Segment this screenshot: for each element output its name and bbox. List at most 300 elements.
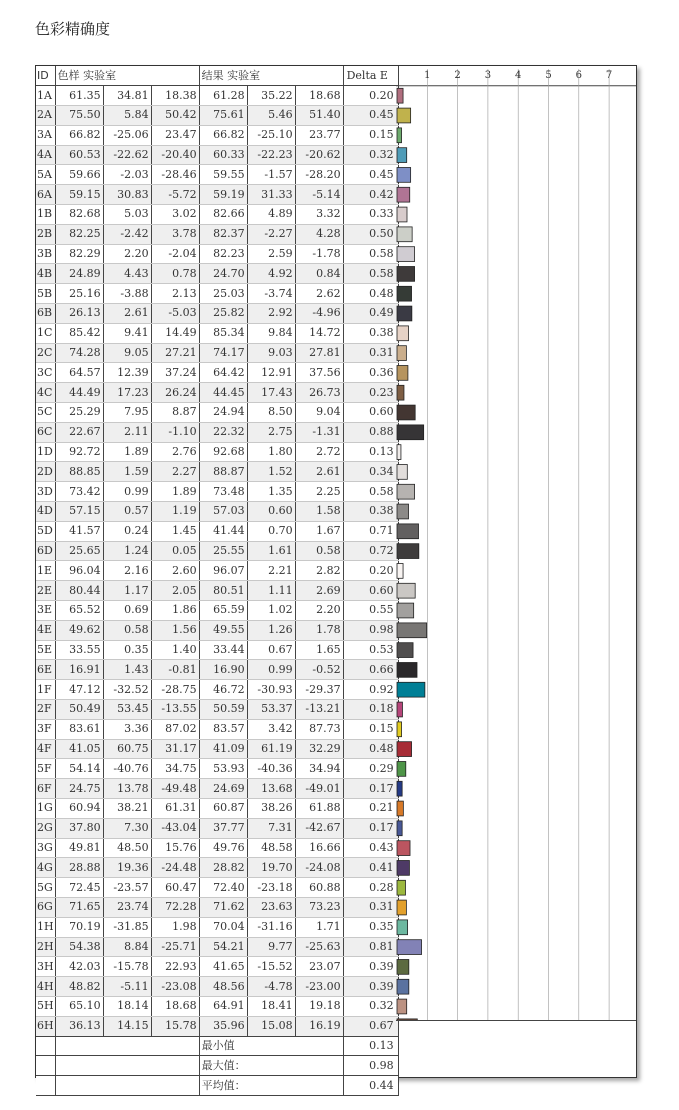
sample-lab-value: -24.48: [151, 858, 199, 878]
summary-blank-cell: [36, 1076, 55, 1096]
result-lab-value: -2.27: [247, 224, 295, 244]
result-lab-value: -15.52: [247, 957, 295, 977]
delta-e-bar: [397, 564, 403, 579]
delta-e-value: 0.17: [343, 779, 398, 799]
result-lab-value: 33.44: [199, 640, 247, 660]
sample-lab-value: 23.47: [151, 125, 199, 145]
sample-lab-value: 85.42: [55, 323, 103, 343]
sample-lab-value: 34.75: [151, 759, 199, 779]
patch-id: 4G: [36, 858, 55, 878]
result-lab-value: 2.20: [295, 601, 343, 621]
result-lab-value: -3.74: [247, 284, 295, 304]
sample-lab-value: -25.06: [103, 125, 151, 145]
result-lab-value: 15.08: [247, 1016, 295, 1036]
table-row: [36, 205, 398, 225]
result-lab-value: 85.34: [199, 323, 247, 343]
table-header-row: [36, 66, 398, 86]
delta-e-chart: [396, 66, 636, 1021]
sample-lab-value: 1.59: [103, 462, 151, 482]
sample-lab-value: 2.20: [103, 244, 151, 264]
patch-id: 2D: [36, 462, 55, 482]
sample-lab-value: 14.15: [103, 1016, 151, 1036]
result-lab-value: 0.67: [247, 640, 295, 660]
result-lab-value: 61.88: [295, 798, 343, 818]
result-lab-value: 25.82: [199, 304, 247, 324]
sample-lab-value: 8.87: [151, 403, 199, 423]
sample-lab-value: -5.72: [151, 185, 199, 205]
delta-e-value: 0.34: [343, 462, 398, 482]
table-row: [36, 363, 398, 383]
result-lab-value: 13.68: [247, 779, 295, 799]
sample-lab-value: 80.44: [55, 581, 103, 601]
sample-lab-value: 16.91: [55, 660, 103, 680]
result-lab-value: 4.92: [247, 264, 295, 284]
result-lab-value: 64.42: [199, 363, 247, 383]
table-row: [36, 957, 398, 977]
sample-lab-value: 48.82: [55, 977, 103, 997]
sample-lab-value: 13.78: [103, 779, 151, 799]
result-lab-value: 61.28: [199, 86, 247, 106]
table-row: [36, 383, 398, 403]
delta-e-bar: [397, 425, 424, 440]
summary-blank-cell: [55, 1036, 199, 1056]
summary-label: 最大值：: [199, 1056, 343, 1076]
patch-id: 6D: [36, 541, 55, 561]
summary-row: [36, 1056, 398, 1076]
result-lab-value: 18.68: [295, 86, 343, 106]
delta-e-value: 0.92: [343, 680, 398, 700]
delta-e-value: 0.58: [343, 264, 398, 284]
sample-lab-value: 65.10: [55, 996, 103, 1016]
sample-lab-value: 18.38: [151, 86, 199, 106]
delta-e-value: 0.71: [343, 521, 398, 541]
delta-e-value: 0.31: [343, 897, 398, 917]
result-lab-value: 2.59: [247, 244, 295, 264]
sample-lab-value: 31.17: [151, 739, 199, 759]
sample-lab-value: 1.24: [103, 541, 151, 561]
table-row: [36, 561, 398, 581]
delta-e-bar: [397, 781, 402, 796]
result-lab-value: 83.57: [199, 719, 247, 739]
result-lab-value: 1.02: [247, 601, 295, 621]
table-row: [36, 977, 398, 997]
summary-blank-cell: [36, 1056, 55, 1076]
sample-lab-value: -28.46: [151, 165, 199, 185]
result-lab-value: 38.26: [247, 798, 295, 818]
result-lab-value: 49.76: [199, 838, 247, 858]
patch-id: 1G: [36, 798, 55, 818]
table-row: [36, 996, 398, 1016]
result-lab-value: 7.31: [247, 818, 295, 838]
sample-lab-value: 9.41: [103, 323, 151, 343]
sample-lab-value: 17.23: [103, 383, 151, 403]
patch-id: 6E: [36, 660, 55, 680]
patch-id: 1F: [36, 680, 55, 700]
sample-lab-value: -0.81: [151, 660, 199, 680]
sample-lab-value: -49.48: [151, 779, 199, 799]
table-row: [36, 541, 398, 561]
delta-e-bar: [397, 286, 412, 301]
delta-e-value: 0.58: [343, 244, 398, 264]
table-row: [36, 224, 398, 244]
sample-lab-value: 25.65: [55, 541, 103, 561]
summary-blank-cell: [55, 1056, 199, 1076]
result-lab-value: 37.77: [199, 818, 247, 838]
summary-blank-cell: [55, 1076, 199, 1096]
page-title: 色彩精确度: [35, 20, 111, 38]
table-row: [36, 521, 398, 541]
patch-id: 5F: [36, 759, 55, 779]
delta-e-value: 0.35: [343, 917, 398, 937]
patch-id: 4D: [36, 502, 55, 522]
result-lab-value: 53.37: [247, 700, 295, 720]
sample-lab-value: 1.56: [151, 620, 199, 640]
sample-lab-value: 48.50: [103, 838, 151, 858]
table-row: [36, 482, 398, 502]
delta-e-value: 0.41: [343, 858, 398, 878]
patch-id: 4H: [36, 977, 55, 997]
result-lab-value: 73.23: [295, 897, 343, 917]
result-lab-value: -1.31: [295, 422, 343, 442]
result-lab-value: 27.81: [295, 343, 343, 363]
result-lab-value: 82.23: [199, 244, 247, 264]
sample-lab-value: -25.71: [151, 937, 199, 957]
patch-id: 1B: [36, 205, 55, 225]
result-lab-value: 16.66: [295, 838, 343, 858]
table-row: [36, 680, 398, 700]
table-row: [36, 462, 398, 482]
result-lab-value: 34.94: [295, 759, 343, 779]
delta-e-bar: [397, 861, 409, 876]
delta-e-bar: [397, 603, 414, 618]
sample-lab-value: 1.86: [151, 601, 199, 621]
delta-e-value: 0.18: [343, 700, 398, 720]
sample-lab-value: 22.93: [151, 957, 199, 977]
result-lab-value: -25.63: [295, 937, 343, 957]
result-lab-value: 1.26: [247, 620, 295, 640]
result-lab-value: -1.57: [247, 165, 295, 185]
delta-e-bar-chart: [396, 66, 636, 1021]
result-lab-value: 92.68: [199, 442, 247, 462]
table-row: [36, 779, 398, 799]
delta-e-value: 0.13: [343, 442, 398, 462]
sample-lab-value: -1.10: [151, 422, 199, 442]
delta-e-bar: [397, 346, 406, 361]
sample-lab-value: 23.74: [103, 897, 151, 917]
table-row: [36, 759, 398, 779]
result-lab-value: 54.21: [199, 937, 247, 957]
table-row: [36, 917, 398, 937]
result-lab-value: 31.33: [247, 185, 295, 205]
sample-lab-value: 1.89: [151, 482, 199, 502]
patch-id: 2F: [36, 700, 55, 720]
patch-id: 4B: [36, 264, 55, 284]
sample-lab-value: 26.24: [151, 383, 199, 403]
result-lab-value: 19.18: [295, 996, 343, 1016]
sample-lab-value: 0.24: [103, 521, 151, 541]
delta-e-bar: [397, 583, 415, 598]
delta-e-value: 0.66: [343, 660, 398, 680]
sample-lab-value: 15.76: [151, 838, 199, 858]
result-lab-value: -25.10: [247, 125, 295, 145]
result-lab-value: 41.65: [199, 957, 247, 977]
result-lab-value: 23.77: [295, 125, 343, 145]
delta-e-value: 0.23: [343, 383, 398, 403]
patch-id: 5C: [36, 403, 55, 423]
result-lab-value: -13.21: [295, 700, 343, 720]
delta-e-value: 0.42: [343, 185, 398, 205]
sample-lab-value: -23.08: [151, 977, 199, 997]
result-lab-value: 35.22: [247, 86, 295, 106]
delta-e-bar: [397, 445, 401, 460]
sample-lab-value: 41.05: [55, 739, 103, 759]
delta-e-table: [36, 66, 399, 1096]
patch-id: 3H: [36, 957, 55, 977]
header-delta-e: Delta E: [343, 66, 398, 86]
summary-label: 平均值：: [199, 1076, 343, 1096]
table-row: [36, 798, 398, 818]
sample-lab-value: 70.19: [55, 917, 103, 937]
sample-lab-value: 33.55: [55, 640, 103, 660]
sample-lab-value: 54.14: [55, 759, 103, 779]
result-lab-value: -23.00: [295, 977, 343, 997]
delta-e-value: 0.53: [343, 640, 398, 660]
table-row: [36, 660, 398, 680]
result-lab-value: 22.32: [199, 422, 247, 442]
delta-e-value: 0.45: [343, 165, 398, 185]
result-lab-value: 44.45: [199, 383, 247, 403]
delta-e-value: 0.32: [343, 145, 398, 165]
delta-e-value: 0.21: [343, 798, 398, 818]
sample-lab-value: 44.49: [55, 383, 103, 403]
delta-e-bar: [397, 227, 412, 242]
sample-lab-value: 1.19: [151, 502, 199, 522]
delta-e-bar: [397, 267, 415, 282]
delta-e-value: 0.36: [343, 363, 398, 383]
sample-lab-value: 61.31: [151, 798, 199, 818]
result-lab-value: 0.99: [247, 660, 295, 680]
delta-e-value: 0.29: [343, 759, 398, 779]
sample-lab-value: 0.05: [151, 541, 199, 561]
table-row: [36, 1016, 398, 1036]
result-lab-value: 37.56: [295, 363, 343, 383]
sample-lab-value: 26.13: [55, 304, 103, 324]
delta-e-bar: [397, 960, 409, 975]
patch-id: 6G: [36, 897, 55, 917]
sample-lab-value: 22.67: [55, 422, 103, 442]
result-lab-value: -49.01: [295, 779, 343, 799]
delta-e-value: 0.15: [343, 125, 398, 145]
sample-lab-value: 75.50: [55, 106, 103, 126]
sample-lab-value: 1.17: [103, 581, 151, 601]
result-lab-value: 1.80: [247, 442, 295, 462]
result-lab-value: 1.61: [247, 541, 295, 561]
result-lab-value: 57.03: [199, 502, 247, 522]
result-lab-value: 3.32: [295, 205, 343, 225]
patch-id: 3D: [36, 482, 55, 502]
result-lab-value: -40.36: [247, 759, 295, 779]
table-row: [36, 343, 398, 363]
delta-e-bar: [397, 405, 415, 420]
result-lab-value: 23.07: [295, 957, 343, 977]
sample-lab-value: 82.68: [55, 205, 103, 225]
result-lab-value: 2.62: [295, 284, 343, 304]
delta-e-value: 0.50: [343, 224, 398, 244]
patch-id: 6A: [36, 185, 55, 205]
delta-e-value: 0.81: [343, 937, 398, 957]
result-lab-value: 2.21: [247, 561, 295, 581]
table-row: [36, 145, 398, 165]
patch-id: 5A: [36, 165, 55, 185]
sample-lab-value: 88.85: [55, 462, 103, 482]
sample-lab-value: 60.53: [55, 145, 103, 165]
sample-lab-value: -28.75: [151, 680, 199, 700]
sample-lab-value: 2.13: [151, 284, 199, 304]
delta-e-value: 0.48: [343, 739, 398, 759]
result-lab-value: 96.07: [199, 561, 247, 581]
patch-id: 5E: [36, 640, 55, 660]
patch-id: 3C: [36, 363, 55, 383]
patch-id: 2B: [36, 224, 55, 244]
sample-lab-value: 3.02: [151, 205, 199, 225]
sample-lab-value: 2.05: [151, 581, 199, 601]
sample-lab-value: 50.49: [55, 700, 103, 720]
patch-id: 3E: [36, 601, 55, 621]
delta-e-bar: [397, 128, 402, 143]
table-row: [36, 165, 398, 185]
delta-e-value: 0.48: [343, 284, 398, 304]
result-lab-value: 53.93: [199, 759, 247, 779]
delta-e-bar: [397, 722, 402, 737]
sample-lab-value: 7.30: [103, 818, 151, 838]
table-row: [36, 878, 398, 898]
result-lab-value: 1.78: [295, 620, 343, 640]
sample-lab-value: 1.43: [103, 660, 151, 680]
sample-lab-value: 3.78: [151, 224, 199, 244]
table-row: [36, 858, 398, 878]
patch-id: 3B: [36, 244, 55, 264]
header-id: ID: [36, 66, 55, 86]
result-lab-value: 2.72: [295, 442, 343, 462]
table-row: [36, 284, 398, 304]
result-lab-value: 72.40: [199, 878, 247, 898]
result-lab-value: 0.84: [295, 264, 343, 284]
sample-lab-value: 34.81: [103, 86, 151, 106]
result-lab-value: 4.28: [295, 224, 343, 244]
patch-id: 3A: [36, 125, 55, 145]
sample-lab-value: 59.15: [55, 185, 103, 205]
sample-lab-value: 12.39: [103, 363, 151, 383]
sample-lab-value: 59.66: [55, 165, 103, 185]
result-lab-value: 18.41: [247, 996, 295, 1016]
table-row: [36, 86, 398, 106]
sample-lab-value: 54.38: [55, 937, 103, 957]
delta-e-bar: [397, 920, 408, 935]
delta-e-bar: [397, 841, 410, 856]
table-row: [36, 323, 398, 343]
patch-id: 2H: [36, 937, 55, 957]
sample-lab-value: 2.76: [151, 442, 199, 462]
result-lab-value: 59.19: [199, 185, 247, 205]
sample-lab-value: 2.61: [103, 304, 151, 324]
table-row: [36, 719, 398, 739]
delta-e-bar: [397, 801, 403, 816]
sample-lab-value: 5.03: [103, 205, 151, 225]
sample-lab-value: 53.45: [103, 700, 151, 720]
sample-lab-value: 64.57: [55, 363, 103, 383]
sample-lab-value: 0.69: [103, 601, 151, 621]
delta-e-value: 0.45: [343, 106, 398, 126]
table-row: [36, 620, 398, 640]
delta-e-bar: [397, 207, 407, 222]
delta-e-bar: [397, 762, 406, 777]
delta-e-bar: [397, 88, 403, 103]
summary-row: [36, 1036, 398, 1056]
sample-lab-value: -20.40: [151, 145, 199, 165]
delta-e-bar: [397, 465, 407, 480]
delta-e-value: 0.15: [343, 719, 398, 739]
sample-lab-value: 60.47: [151, 878, 199, 898]
sample-lab-value: 1.45: [151, 521, 199, 541]
sample-lab-value: 30.83: [103, 185, 151, 205]
result-lab-value: 2.92: [247, 304, 295, 324]
sample-lab-value: 24.75: [55, 779, 103, 799]
delta-e-bar: [397, 326, 409, 341]
delta-e-bar: [397, 682, 425, 697]
sample-lab-value: 96.04: [55, 561, 103, 581]
result-lab-value: -31.16: [247, 917, 295, 937]
patch-id: 5D: [36, 521, 55, 541]
result-lab-value: 82.37: [199, 224, 247, 244]
result-lab-value: 28.82: [199, 858, 247, 878]
result-lab-value: 2.69: [295, 581, 343, 601]
sample-lab-value: -3.88: [103, 284, 151, 304]
result-lab-value: 1.71: [295, 917, 343, 937]
sample-lab-value: 60.94: [55, 798, 103, 818]
result-lab-value: 48.56: [199, 977, 247, 997]
result-lab-value: 9.03: [247, 343, 295, 363]
result-lab-value: 9.04: [295, 403, 343, 423]
sample-lab-value: -23.57: [103, 878, 151, 898]
delta-e-value: 0.39: [343, 957, 398, 977]
result-lab-value: 3.42: [247, 719, 295, 739]
result-lab-value: 24.70: [199, 264, 247, 284]
result-lab-value: 51.40: [295, 106, 343, 126]
delta-e-value: 0.39: [343, 977, 398, 997]
delta-e-bar: [397, 187, 410, 202]
result-lab-value: 17.43: [247, 383, 295, 403]
sample-lab-value: 92.72: [55, 442, 103, 462]
table-row: [36, 640, 398, 660]
result-lab-value: 24.69: [199, 779, 247, 799]
sample-lab-value: -32.52: [103, 680, 151, 700]
result-lab-value: 26.73: [295, 383, 343, 403]
result-lab-value: 87.73: [295, 719, 343, 739]
result-lab-value: -30.93: [247, 680, 295, 700]
sample-lab-value: 37.24: [151, 363, 199, 383]
sample-lab-value: 82.25: [55, 224, 103, 244]
result-lab-value: 60.87: [199, 798, 247, 818]
delta-e-bar: [397, 821, 402, 836]
delta-e-value: 0.60: [343, 403, 398, 423]
delta-e-bar: [397, 979, 409, 994]
sample-lab-value: -13.55: [151, 700, 199, 720]
sample-lab-value: 19.36: [103, 858, 151, 878]
sample-lab-value: 61.35: [55, 86, 103, 106]
table-row: [36, 442, 398, 462]
table-row: [36, 937, 398, 957]
patch-id: 3F: [36, 719, 55, 739]
